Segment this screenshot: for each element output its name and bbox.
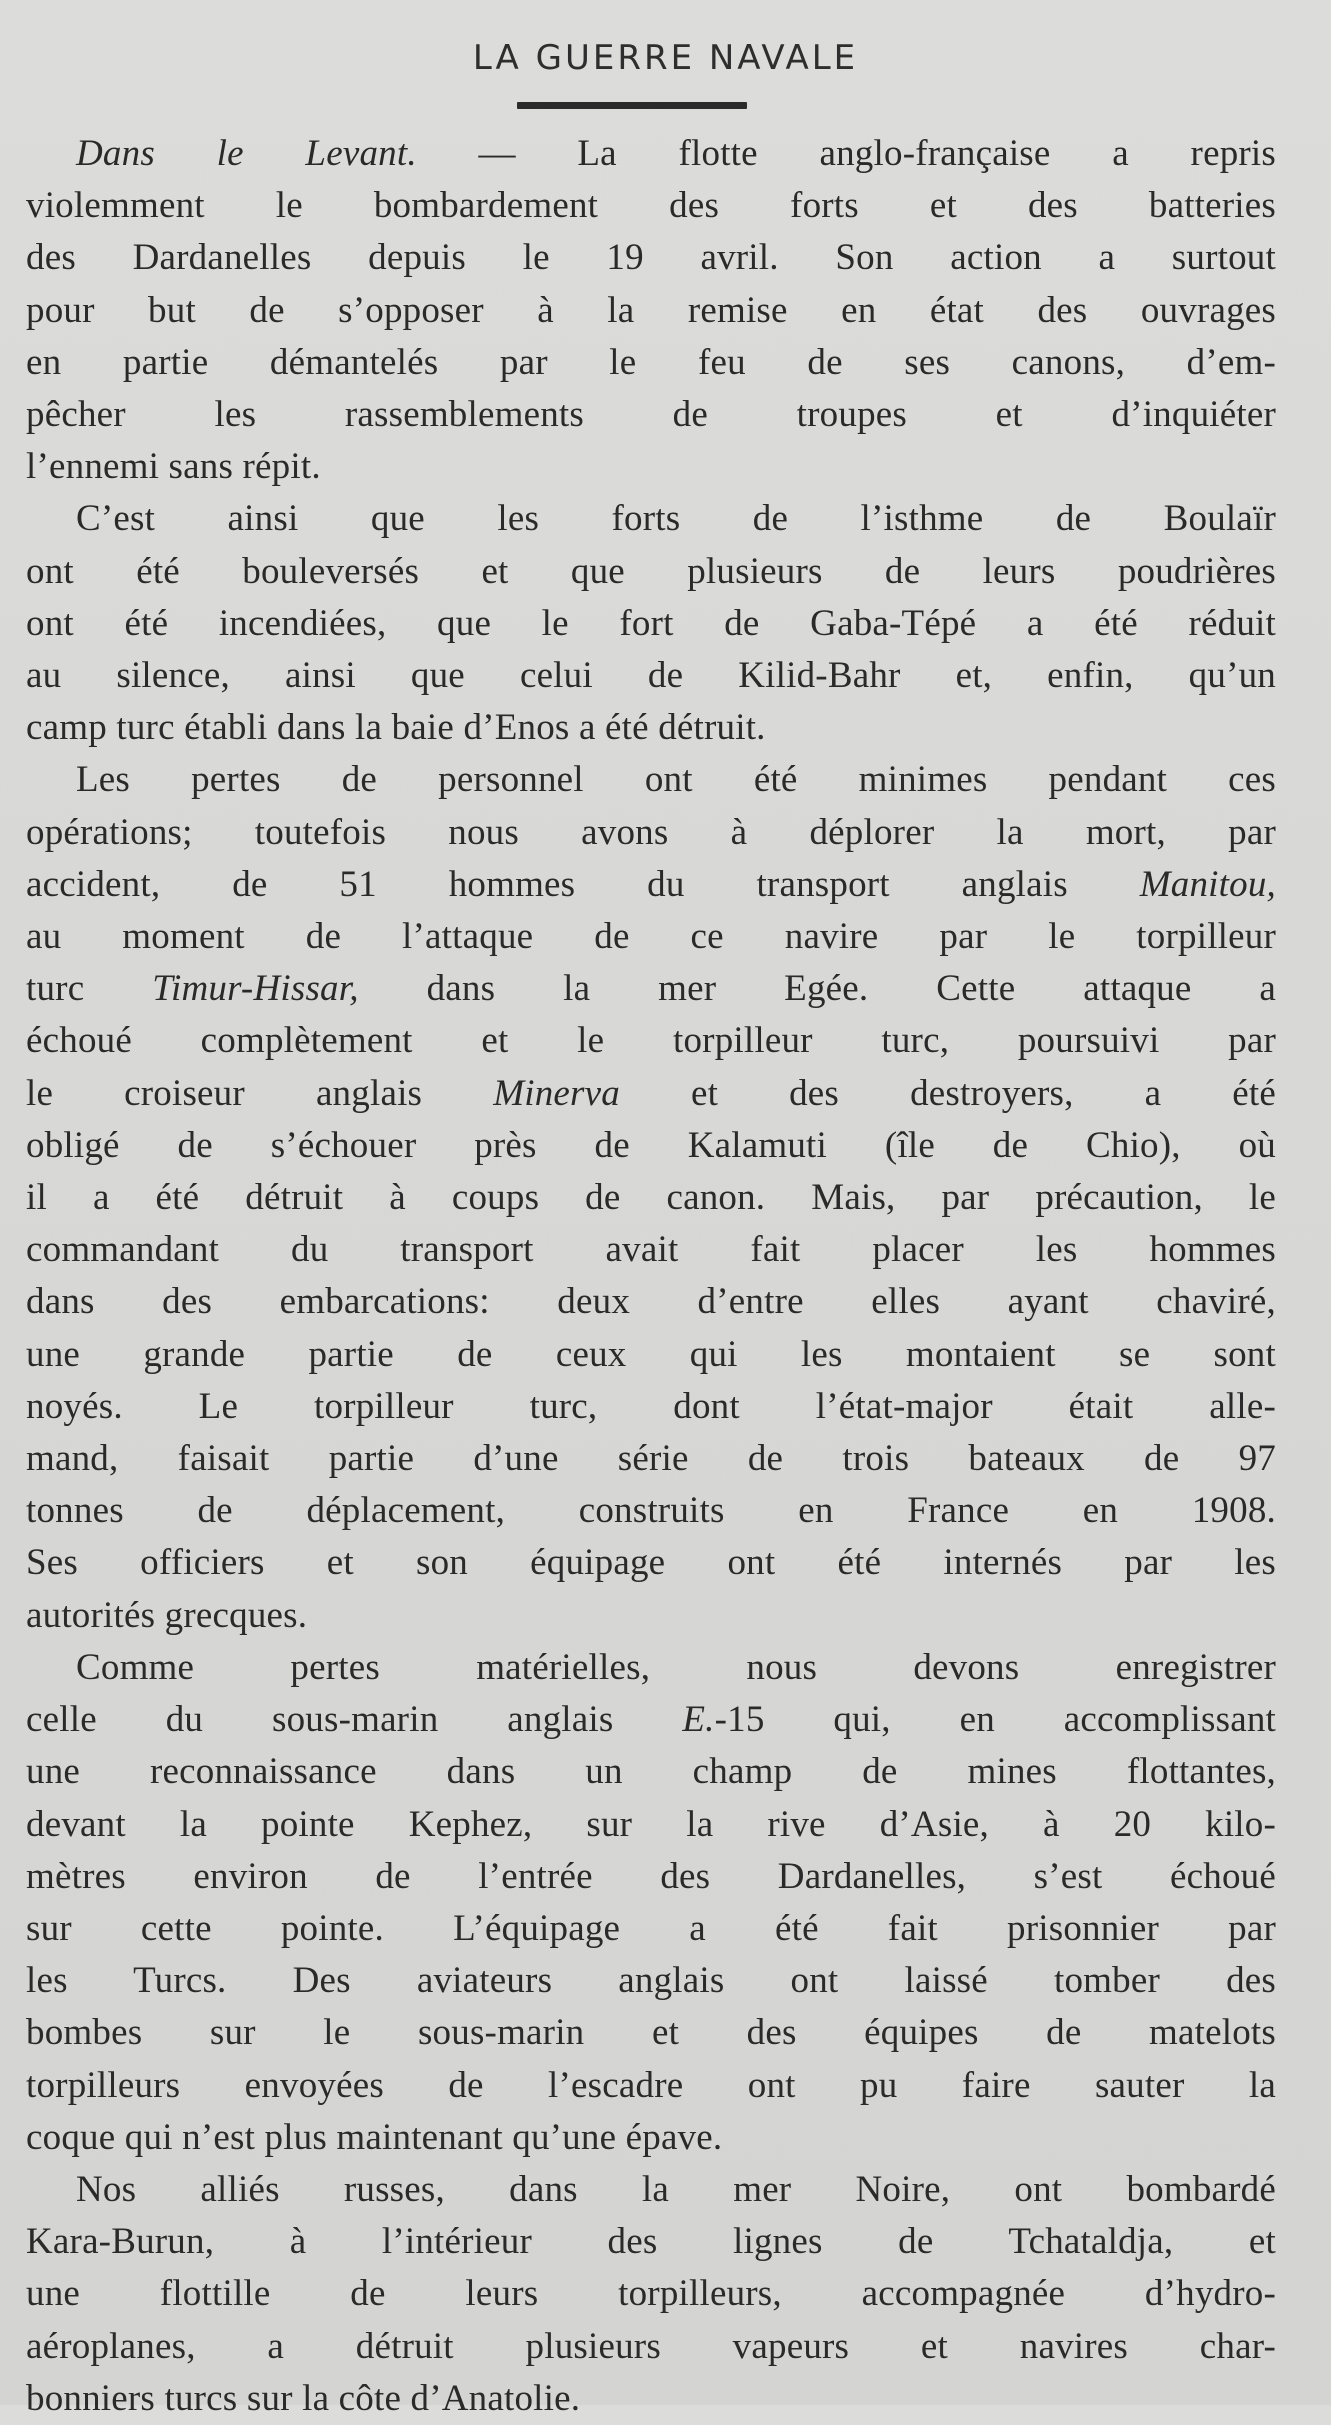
text-run: des Dardanelles depuis le 19 avril. Son action a surtout xyxy=(26,237,1276,279)
text-line xyxy=(26,1694,1276,1746)
text-run: il a été détruit à coups de canon. Mais, par précaution, le xyxy=(26,1177,1276,1219)
text-line xyxy=(26,1485,1276,1537)
text-run: -15 qui, en accomplissant xyxy=(714,1699,1276,1741)
text-line xyxy=(26,1746,1276,1798)
text-run: Nos alliés russes, dans la mer Noire, ont bombardé xyxy=(76,2168,1276,2210)
text-run: — La flotte anglo-française a repris xyxy=(416,133,1276,174)
text-run: dans la mer Egée. Cette attaque a xyxy=(358,968,1276,1010)
text-run: torpilleurs envoyées de l’escadre ont pu faire sauter la xyxy=(26,2064,1276,2106)
text-line xyxy=(26,1955,1276,2007)
text-line xyxy=(26,1329,1276,1381)
text-line xyxy=(26,2321,1276,2373)
text-line xyxy=(26,2216,1276,2268)
text-line xyxy=(26,807,1276,859)
text-line xyxy=(26,1590,1276,1642)
text-line xyxy=(26,285,1276,337)
text-line xyxy=(26,2060,1276,2112)
text-line xyxy=(26,754,1276,806)
text-line xyxy=(26,232,1276,284)
text-run: Ses officiers et son équipage ont été internés par les xyxy=(26,1542,1276,1584)
text-run: bombes sur le sous-marin et des équipes de matelots xyxy=(26,2012,1276,2054)
text-line xyxy=(26,1381,1276,1433)
text-line xyxy=(26,650,1276,702)
text-line xyxy=(26,1433,1276,1485)
text-run: dans des embarcations: deux d’entre elles ayant chaviré, xyxy=(26,1281,1276,1323)
text-line xyxy=(26,963,1276,1015)
text-line xyxy=(26,1903,1276,1955)
text-run: devant la pointe Kephez, sur la rive d’Asie, à 20 kilo- xyxy=(26,1803,1276,1845)
italic-text: Manitou, xyxy=(1139,863,1276,905)
text-line xyxy=(26,389,1276,441)
text-run: et des destroyers, a été xyxy=(619,1072,1277,1114)
text-run: ont été bouleversés et que plusieurs de leurs poudrières xyxy=(26,550,1276,592)
italic-text: Dans le Levant. xyxy=(76,133,417,174)
text-run: noyés. Le torpilleur turc, dont l’état-major était alle- xyxy=(26,1385,1276,1427)
text-line xyxy=(26,546,1276,598)
italic-text: Minerva xyxy=(493,1072,620,1114)
text-run: une flottille de leurs torpilleurs, accompagnée d’hydro- xyxy=(26,2273,1276,2315)
text-line xyxy=(26,1851,1276,1903)
text-line xyxy=(26,1537,1276,1589)
italic-text: E. xyxy=(682,1699,715,1741)
text-run: C’est ainsi que les forts de l’isthme de Boulaïr xyxy=(76,498,1276,540)
text-line xyxy=(26,911,1276,963)
text-run: accident, de 51 hommes du transport anglais xyxy=(26,863,1140,905)
text-run: violemment le bombardement des forts et des batteries xyxy=(26,185,1276,227)
text-run: échoué complètement et le torpilleur turc, poursuivi par xyxy=(26,1020,1276,1062)
text-run: obligé de s’échouer près de Kalamuti (île de Chio), où xyxy=(26,1124,1276,1166)
text-run: coque qui n’est plus maintenant qu’une épave. xyxy=(26,2116,723,2158)
text-run: bonniers turcs sur la côte d’Anatolie. xyxy=(26,2377,581,2419)
text-run: turc xyxy=(26,968,153,1010)
text-run: mand, faisait partie d’une série de trois bateaux de 97 xyxy=(26,1438,1276,1480)
text-line xyxy=(26,1224,1276,1276)
text-run: mètres environ de l’entrée des Dardanelles, s’est échoué xyxy=(26,1855,1276,1897)
text-run: Comme pertes matérielles, nous devons enregistrer xyxy=(76,1646,1276,1688)
text-line xyxy=(26,2112,1276,2164)
text-line xyxy=(26,493,1276,545)
text-line xyxy=(26,1172,1276,1224)
text-line xyxy=(26,1120,1276,1172)
text-run: opérations; toutefois nous avons à déplorer la mort, par xyxy=(26,811,1276,853)
text-run: les Turcs. Des aviateurs anglais ont laissé tomber des xyxy=(26,1960,1276,2002)
text-run: commandant du transport avait fait placer les hommes xyxy=(26,1229,1276,1271)
article-title: LA GUERRE NAVALE xyxy=(472,38,859,78)
text-run: ont été incendiées, que le fort de Gaba-Tépé a été réduit xyxy=(26,602,1276,644)
text-run: camp turc établi dans la baie d’Enos a été détruit. xyxy=(26,707,766,749)
paragraph xyxy=(26,754,1276,1641)
text-line xyxy=(26,1276,1276,1328)
text-run: une grande partie de ceux qui les montaient se sont xyxy=(26,1333,1276,1375)
text-run: une reconnaissance dans un champ de mines flottantes, xyxy=(26,1751,1276,1793)
text-line xyxy=(26,2164,1276,2216)
text-run: Les pertes de personnel ont été minimes pendant ces xyxy=(76,759,1276,801)
text-run: autorités grecques. xyxy=(26,1594,308,1636)
text-line xyxy=(26,2268,1276,2320)
text-line xyxy=(26,1068,1276,1120)
text-run: le croiseur anglais xyxy=(26,1072,494,1114)
text-run: au silence, ainsi que celui de Kilid-Bahr et, enfin, qu’un xyxy=(26,655,1276,697)
text-line xyxy=(26,180,1276,232)
text-run: celle du sous-marin anglais xyxy=(26,1699,683,1741)
text-run: sur cette pointe. L’équipage a été fait prisonnier par xyxy=(26,1907,1276,1949)
text-line xyxy=(26,2007,1276,2059)
paragraph xyxy=(26,128,1276,493)
text-line xyxy=(26,702,1276,754)
text-line xyxy=(26,859,1276,911)
title-divider-rule xyxy=(517,102,747,109)
text-line xyxy=(26,2373,1276,2425)
text-run: l’ennemi sans répit. xyxy=(26,446,321,488)
paragraph xyxy=(26,2164,1276,2425)
text-line xyxy=(26,337,1276,389)
text-line xyxy=(26,441,1276,493)
text-line xyxy=(26,1015,1276,1067)
text-line xyxy=(26,598,1276,650)
paragraph xyxy=(26,493,1276,754)
italic-text: Timur-Hissar, xyxy=(152,968,359,1010)
text-line xyxy=(26,1642,1276,1694)
text-run: pour but de s’opposer à la remise en état des ouvrages xyxy=(26,289,1276,331)
text-run: au moment de l’attaque de ce navire par le torpilleur xyxy=(26,916,1276,958)
text-run: aéroplanes, a détruit plusieurs vapeurs et navires char- xyxy=(26,2325,1276,2367)
text-line xyxy=(26,128,1276,180)
text-run: en partie démantelés par le feu de ses canons, d’em- xyxy=(26,341,1276,383)
text-run: Kara-Burun, à l’intérieur des lignes de Tchataldja, et xyxy=(26,2221,1276,2263)
text-line xyxy=(26,1799,1276,1851)
paragraph xyxy=(26,1642,1276,2164)
text-run: tonnes de déplacement, construits en France en 1908. xyxy=(26,1490,1276,1532)
article-body xyxy=(26,128,1276,2425)
text-run: pêcher les rassemblements de troupes et d’inquiéter xyxy=(26,394,1276,436)
